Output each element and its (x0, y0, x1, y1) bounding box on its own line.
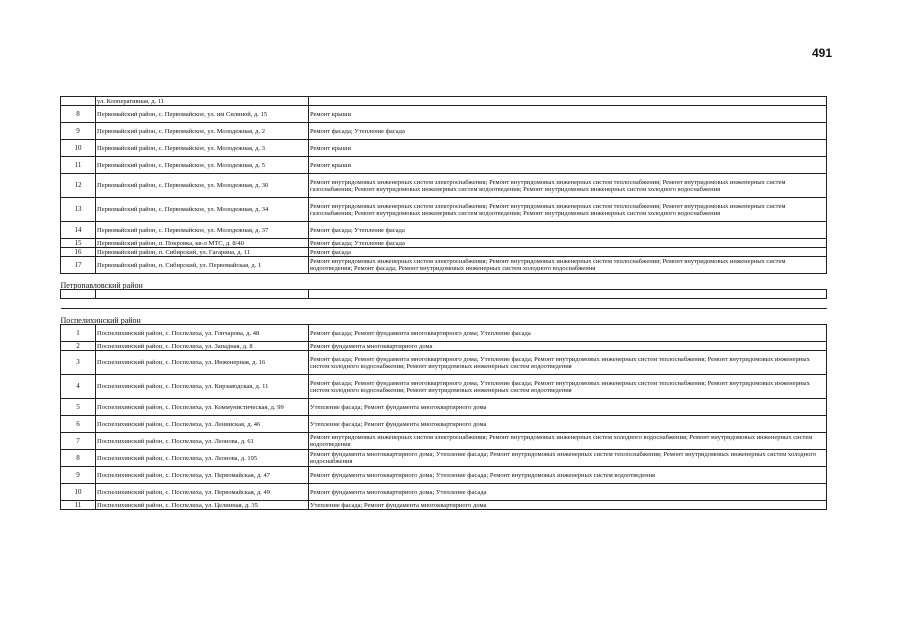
section-heading: Поспелихинский район (60, 316, 141, 325)
row-number: 5 (61, 399, 96, 416)
row-number (61, 97, 96, 106)
row-number: 1 (61, 325, 96, 342)
works-cell: Ремонт фасада; Утепление фасада (309, 123, 827, 140)
row-number: 4 (61, 375, 96, 399)
works-cell: Ремонт фасада; Ремонт фундамента многоквартирного дома; Утепление фасада; Ремонт внутридомовых инженерных систем теплоснабжения; Ремонт внутридомовых инженерных систем холодного водоснабжения; Ремонт внутридомовых инженерных систем водоотведения (309, 351, 827, 375)
section-heading: Петропавловский район (60, 281, 143, 290)
address-cell: Поспелихинский район, с. Поспелиха, ул. Первомайская, д. 49 (96, 484, 309, 501)
row-number: 7 (61, 433, 96, 450)
works-cell: Ремонт фасада; Утепление фасада (309, 239, 827, 248)
row-number: 14 (61, 222, 96, 239)
works-cell: Ремонт фундамента многоквартирного дома; Утепление фасада; Ремонт внутридомовых инженерных систем теплоснабжения; Ремонт внутридомовых инженерных систем холодного водоснабжения (309, 450, 827, 467)
address-cell: Поспелихинский район, с. Поспелиха, ул. Ленинская, д. 46 (96, 416, 309, 433)
table-row (61, 222, 827, 239)
table-row (61, 174, 827, 198)
row-number: 8 (61, 106, 96, 123)
works-cell: Ремонт крыши (309, 106, 827, 123)
row-number: 11 (61, 157, 96, 174)
works-cell: Ремонт внутридомовых инженерных систем электроснабжения; Ремонт внутридомовых инженерных систем теплоснабжения; Ремонт внутридомовых инженерных систем газоснабжения; Ремонт внутридомовых инженерных систем водоотведения; Ремонт внутридомовых инженерных систем холодного водоснабжения (309, 174, 827, 198)
table-row (61, 123, 827, 140)
table-row (61, 97, 827, 106)
works-cell: Ремонт крыши (309, 140, 827, 157)
table-row (61, 140, 827, 157)
row-number: 15 (61, 239, 96, 248)
works-cell: Ремонт фасада; Утепление фасада (309, 222, 827, 239)
works-cell: Ремонт внутридомовых инженерных систем электроснабжения; Ремонт внутридомовых инженерных систем теплоснабжения; Ремонт внутридомовых инженерных систем газоснабжения; Ремонт внутридомовых инженерных систем водоотведения; Ремонт внутридомовых инженерных систем холодного водоснабжения (309, 198, 827, 222)
address-cell: Поспелихинский район, с. Поспелиха, ул. Гончарова, д. 48 (96, 325, 309, 342)
table-row (61, 467, 827, 484)
table-row (61, 433, 827, 450)
row-number: 17 (61, 257, 96, 274)
address-cell: Первомайский район, п. Сибирский, ул. Первомайская, д. 1 (96, 257, 309, 274)
address-cell: Первомайский район, с. Первомайское, ул. Молодежная, д. 5 (96, 157, 309, 174)
works-cell: Ремонт фасада (309, 248, 827, 257)
address-cell: Первомайский район, с. Первомайское, ул. Молодежная, д. 2 (96, 123, 309, 140)
table-body-bottom (61, 325, 827, 510)
section-row (61, 274, 827, 290)
table-row (61, 484, 827, 501)
row-number: 10 (61, 140, 96, 157)
works-cell (309, 97, 827, 106)
address-cell: Поспелихинский район, с. Поспелиха, ул. Западная, д. 8 (96, 342, 309, 351)
table-row (61, 375, 827, 399)
gap-row (61, 299, 827, 309)
row-number: 6 (61, 416, 96, 433)
table-row (61, 342, 827, 351)
table-row (61, 248, 827, 257)
works-cell: Ремонт крыши (309, 157, 827, 174)
table-row (61, 501, 827, 510)
address-cell: Поспелихинский район, с. Поспелиха, ул. Кирзаводская, д. 11 (96, 375, 309, 399)
row-number: 16 (61, 248, 96, 257)
row-number: 11 (61, 501, 96, 510)
address-cell: Первомайский район, с. Первомайское, ул. Молодежная, д. 3 (96, 140, 309, 157)
address-cell: Первомайский район, п. Покровка, кв-л МТС, д. 8/40 (96, 239, 309, 248)
table-row (61, 106, 827, 123)
address-cell: Поспелихинский район, с. Поспелиха, ул. Коммунистическая, д. 99 (96, 399, 309, 416)
table-row (61, 239, 827, 248)
works-cell: Ремонт внутридомовых инженерных систем электроснабжения; Ремонт внутридомовых инженерных систем холодного водоснабжения; Ремонт внутридомовых инженерных систем водоотведения (309, 433, 827, 450)
works-cell: Утепление фасада; Ремонт фундамента многоквартирного дома (309, 416, 827, 433)
table-row (61, 416, 827, 433)
address-cell: Поспелихинский район, с. Поспелиха, ул. Леонова, д. 61 (96, 433, 309, 450)
section-row (61, 309, 827, 325)
repair-program-table (60, 96, 827, 510)
row-number: 13 (61, 198, 96, 222)
works-cell: Ремонт фундамента многоквартирного дома (309, 342, 827, 351)
address-cell: Поспелихинский район, с. Поспелиха, ул. Инженерная, д. 16 (96, 351, 309, 375)
section-petropavlovsky-block (61, 274, 827, 325)
table-row (61, 450, 827, 467)
table-row (61, 351, 827, 375)
address-cell: Первомайский район, п. Сибирский, ул. Гагарина, д. 11 (96, 248, 309, 257)
page-number: 491 (812, 46, 833, 60)
address-cell: Первомайский район, с. Первомайское, ул. Молодежная, д. 30 (96, 174, 309, 198)
address-cell: Первомайский район, с. Первомайское, ул. Молодежная, д. 34 (96, 198, 309, 222)
works-cell: Ремонт внутридомовых инженерных систем электроснабжения; Ремонт внутридомовых инженерных систем теплоснабжения; Ремонт внутридомовых инженерных систем водоотведения; Ремонт фасада; Ремонт внутридомовых инженерных систем холодного водоснабжения (309, 257, 827, 274)
empty-row (61, 290, 827, 299)
row-number: 9 (61, 467, 96, 484)
table-row (61, 399, 827, 416)
works-cell: Утепление фасада; Ремонт фундамента многоквартирного дома (309, 399, 827, 416)
row-number: 8 (61, 450, 96, 467)
table-row (61, 198, 827, 222)
address-cell: Поспелихинский район, с. Поспелиха, ул. Леонова, д. 195 (96, 450, 309, 467)
works-cell: Ремонт фасада; Ремонт фундамента многоквартирного дома; Утепление фасада (309, 325, 827, 342)
address-cell: Первомайский район, с. Первомайское, ул. им Силиной, д. 15 (96, 106, 309, 123)
row-number: 3 (61, 351, 96, 375)
address-cell: Первомайский район, с. Первомайское, ул. Молодежная, д. 37 (96, 222, 309, 239)
address-cell: Поспелихинский район, с. Поспелиха, ул. Целинная, д. 35 (96, 501, 309, 510)
table-row (61, 325, 827, 342)
address-cell: Поспелихинский район, с. Поспелиха, ул. Первомайская, д. 47 (96, 467, 309, 484)
table-row (61, 257, 827, 274)
row-number: 9 (61, 123, 96, 140)
table-body-top (61, 97, 827, 274)
table-row (61, 157, 827, 174)
works-cell: Ремонт фасада; Ремонт фундамента многоквартирного дома; Утепление фасада; Ремонт внутридомовых инженерных систем теплоснабжения; Ремонт внутридомовых инженерных систем холодного водоснабжения; Ремонт внутридомовых инженерных систем водоотведения (309, 375, 827, 399)
works-cell: Ремонт фундамента многоквартирного дома; Утепление фасада (309, 484, 827, 501)
works-cell: Утепление фасада; Ремонт фундамента многоквартирного дома (309, 501, 827, 510)
works-cell: Ремонт фундамента многоквартирного дома; Утепление фасада; Ремонт внутридомовых инженерных систем водоотведения (309, 467, 827, 484)
row-number: 12 (61, 174, 96, 198)
row-number: 10 (61, 484, 96, 501)
row-number: 2 (61, 342, 96, 351)
address-cell: ул. Кооперативная, д. 11 (96, 97, 309, 106)
